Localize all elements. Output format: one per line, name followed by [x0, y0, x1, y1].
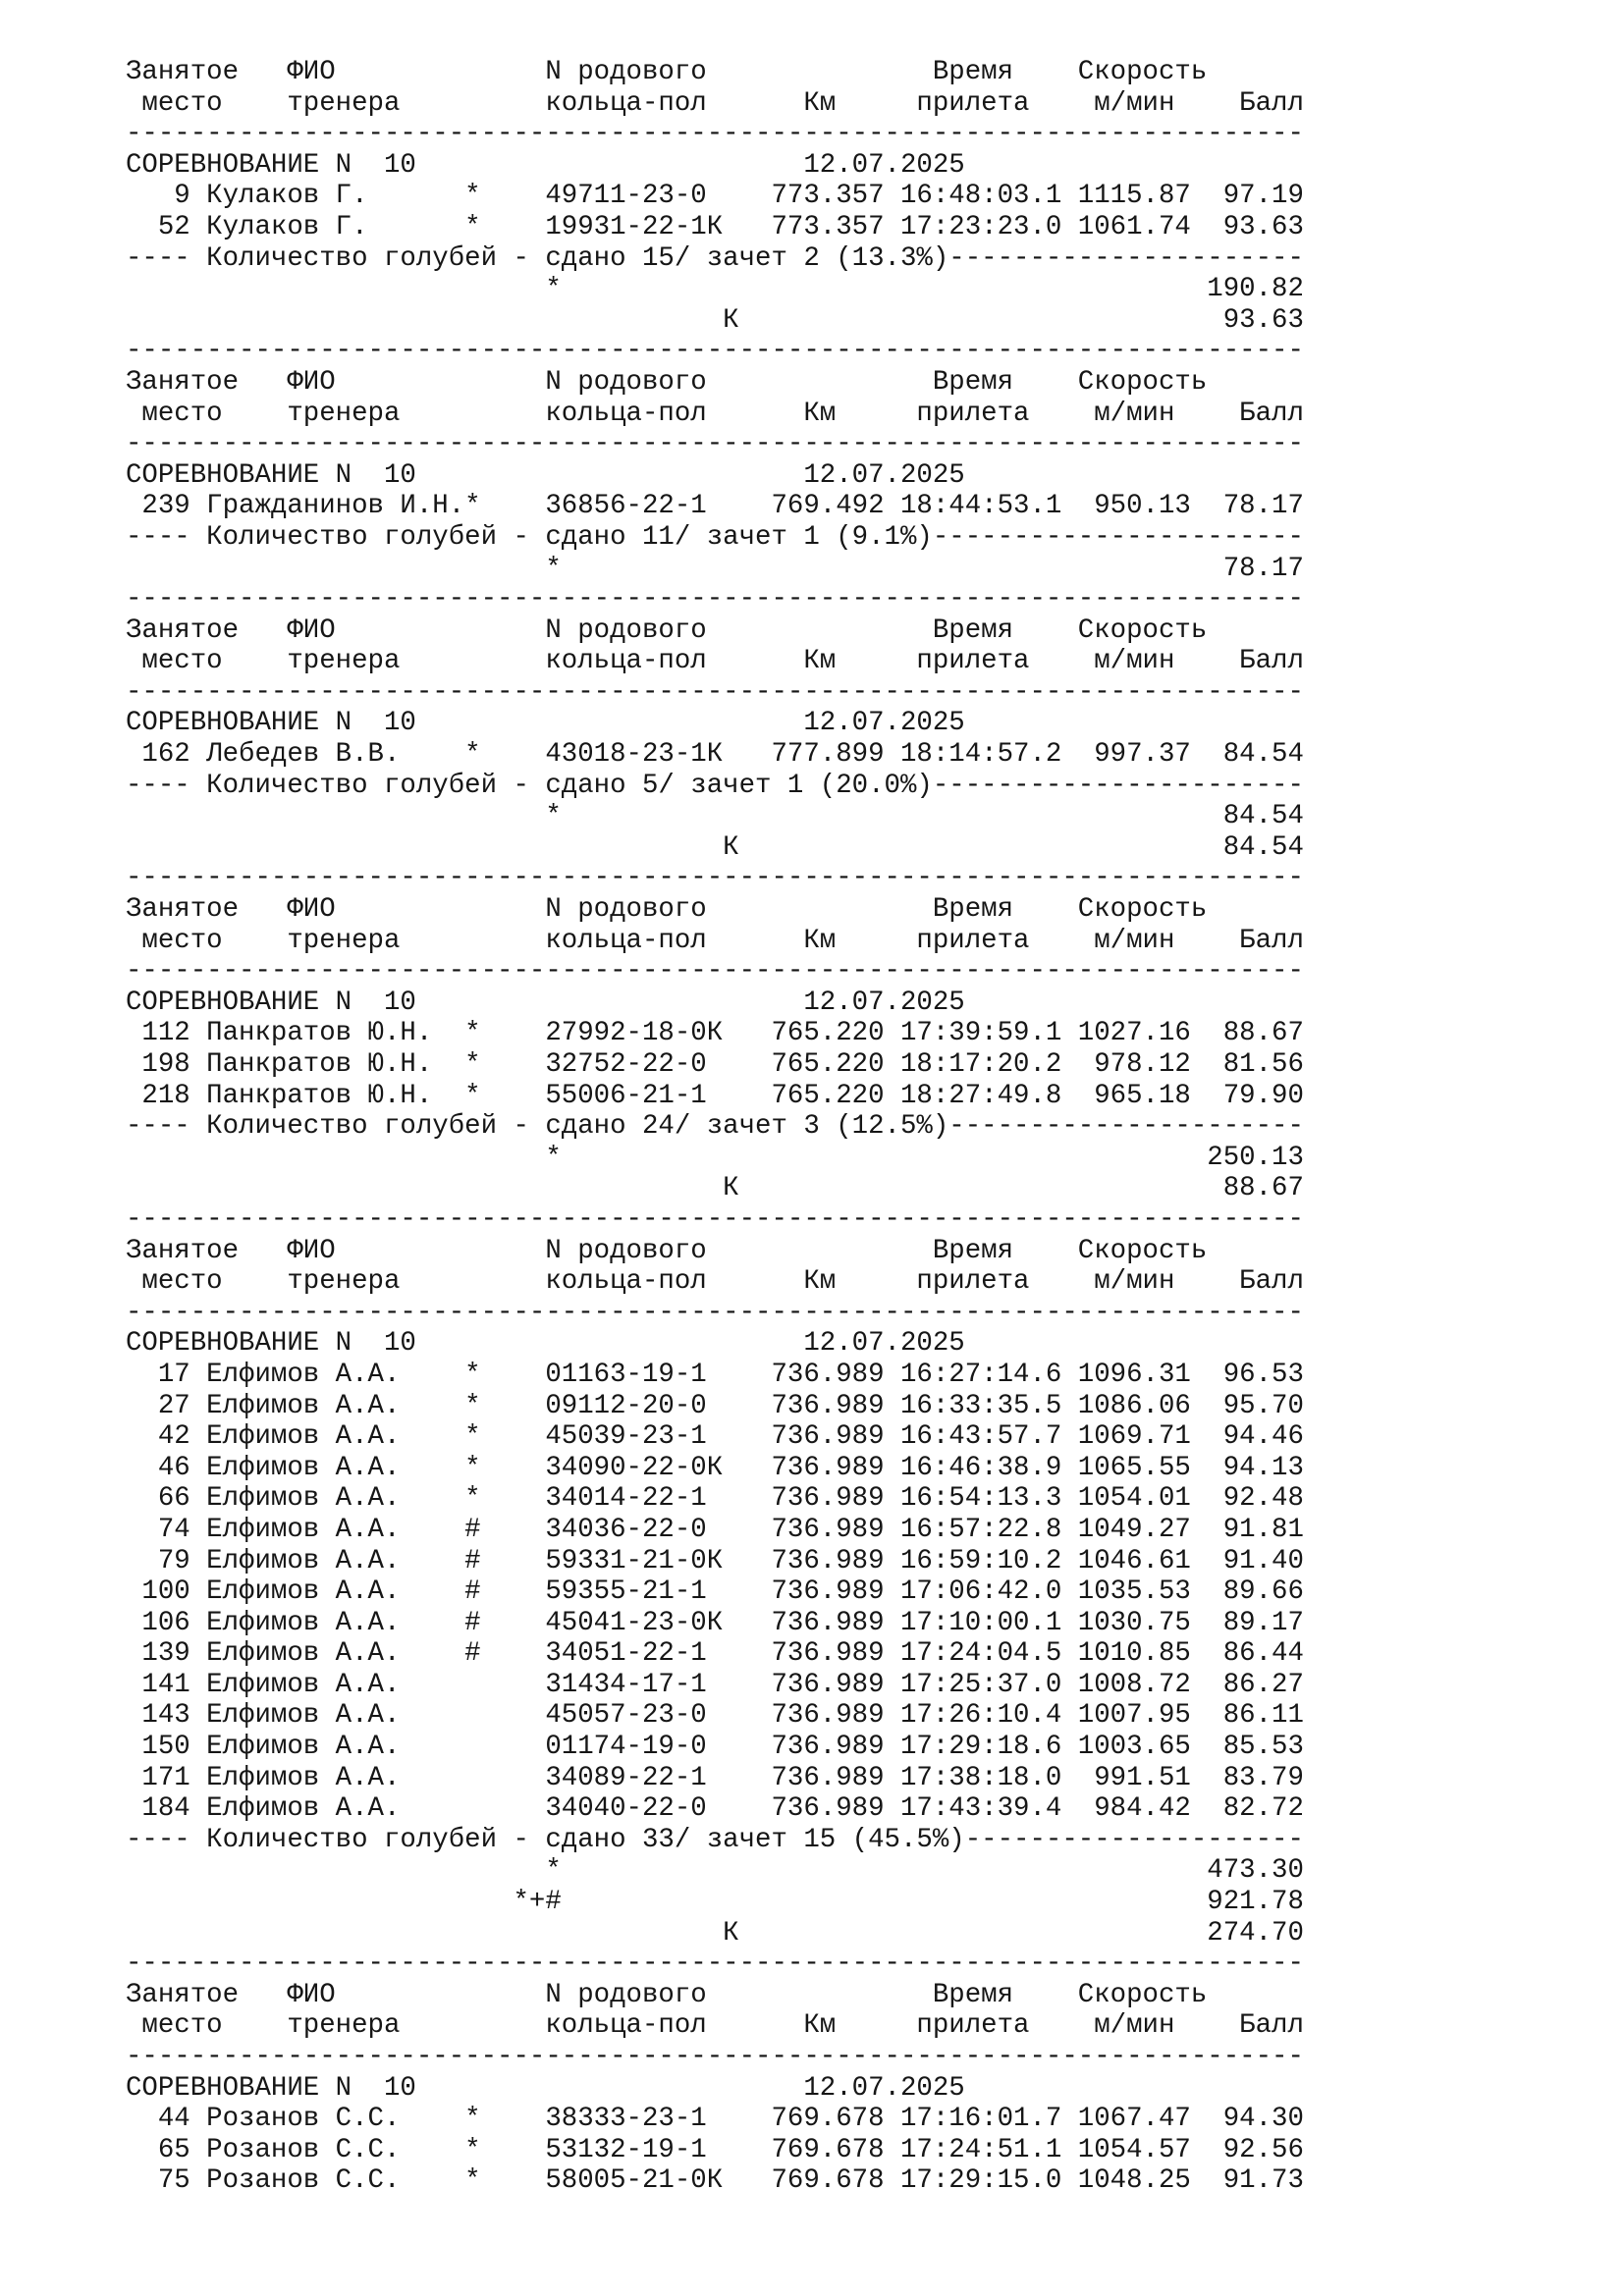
table-header-line2: место тренера кольца-пол Км прилета м/мин Балл [126, 398, 1304, 429]
competition-title-line: СОРЕВНОВАНИЕ N 10 12.07.2025 [126, 987, 965, 1018]
table-header-line1: Занятое ФИО N родового Время Скорость [126, 366, 1208, 398]
separator-line: ------------------------------------------------------------------------- [126, 2042, 1304, 2072]
result-row: 65 Розанов С.С. * 53132-19-1 769.678 17:24:51.1 1054.57 92.56 [126, 2134, 1304, 2165]
result-row: 42 Елфимов А.А. * 45039-23-1 736.989 16:43:57.7 1069.71 94.46 [126, 1421, 1304, 1453]
result-row: 66 Елфимов А.А. * 34014-22-1 736.989 16:54:13.3 1054.01 92.48 [126, 1483, 1304, 1515]
total-line: * 190.82 [126, 274, 1304, 305]
separator-line: ------------------------------------------------------------------------- [126, 584, 1304, 615]
result-row: 198 Панкратов Ю.Н. * 32752-22-0 765.220 18:17:20.2 978.12 81.56 [126, 1049, 1304, 1080]
result-row: 79 Елфимов А.А. # 59331-21-0К 736.989 16:59:10.2 1046.61 91.40 [126, 1545, 1304, 1576]
total-line: К 274.70 [126, 1917, 1304, 1949]
result-row: 9 Кулаков Г. * 49711-23-0 773.357 16:48:03.1 1115.87 97.19 [126, 181, 1304, 212]
result-row: 46 Елфимов А.А. * 34090-22-0К 736.989 16:46:38.9 1065.55 94.13 [126, 1452, 1304, 1483]
competition-title-line: СОРЕВНОВАНИЕ N 10 12.07.2025 [126, 1328, 965, 1360]
summary-line: ---- Количество голубей - сдано 11/ зачет 1 (9.1%)----------------------- [126, 521, 1304, 553]
result-row: 218 Панкратов Ю.Н. * 55006-21-1 765.220 18:27:49.8 965.18 79.90 [126, 1080, 1304, 1111]
result-row: 143 Елфимов А.А. 45057-23-0 736.989 17:26:10.4 1007.95 86.11 [126, 1700, 1304, 1732]
result-row: 162 Лебедев В.В. * 43018-23-1К 777.899 18:14:57.2 997.37 84.54 [126, 739, 1304, 771]
table-header-line1: Занятое ФИО N родового Время Скорость [126, 614, 1208, 646]
result-row: 112 Панкратов Ю.Н. * 27992-18-0К 765.220 17:39:59.1 1027.16 88.67 [126, 1018, 1304, 1049]
result-row: 141 Елфимов А.А. 31434-17-1 736.989 17:25:37.0 1008.72 86.27 [126, 1669, 1304, 1700]
result-row: 17 Елфимов А.А. * 01163-19-1 736.989 16:27:14.6 1096.31 96.53 [126, 1359, 1304, 1390]
total-line: К 84.54 [126, 831, 1304, 863]
table-header-line1: Занятое ФИО N родового Время Скорость [126, 1979, 1208, 2010]
total-line: * 84.54 [126, 801, 1304, 832]
competition-title-line: СОРЕВНОВАНИЕ N 10 12.07.2025 [126, 2072, 965, 2104]
total-line: * 78.17 [126, 553, 1304, 584]
summary-line: ---- Количество голубей - сдано 5/ зачет 1 (20.0%)----------------------- [126, 770, 1304, 801]
table-header-line1: Занятое ФИО N родового Время Скорость [126, 1235, 1208, 1266]
total-line: *+# 921.78 [126, 1887, 1304, 1918]
separator-line: ------------------------------------------------------------------------- [126, 676, 1304, 708]
separator-line: ------------------------------------------------------------------------- [126, 336, 1304, 367]
table-header-line2: место тренера кольца-пол Км прилета м/мин Балл [126, 2010, 1304, 2042]
table-header-line2: место тренера кольца-пол Км прилета м/мин Балл [126, 1266, 1304, 1298]
result-row: 150 Елфимов А.А. 01174-19-0 736.989 17:29:18.6 1003.65 85.53 [126, 1732, 1304, 1763]
result-row: 27 Елфимов А.А. * 09112-20-0 736.989 16:33:35.5 1086.06 95.70 [126, 1390, 1304, 1421]
result-row: 106 Елфимов А.А. # 45041-23-0К 736.989 17:10:00.1 1030.75 89.17 [126, 1607, 1304, 1638]
total-line: * 250.13 [126, 1142, 1304, 1173]
summary-line: ---- Количество голубей - сдано 24/ зачет 3 (12.5%)---------------------- [126, 1111, 1304, 1143]
separator-line: ------------------------------------------------------------------------- [126, 1203, 1304, 1235]
result-row: 74 Елфимов А.А. # 34036-22-0 736.989 16:57:22.8 1049.27 91.81 [126, 1514, 1304, 1545]
total-line: К 93.63 [126, 304, 1304, 336]
result-row: 100 Елфимов А.А. # 59355-21-1 736.989 17:06:42.0 1035.53 89.66 [126, 1576, 1304, 1608]
competition-title-line: СОРЕВНОВАНИЕ N 10 12.07.2025 [126, 149, 965, 181]
separator-line: ------------------------------------------------------------------------- [126, 429, 1304, 460]
separator-line: ------------------------------------------------------------------------- [126, 863, 1304, 894]
result-row: 75 Розанов С.С. * 58005-21-0К 769.678 17:29:15.0 1048.25 91.73 [126, 2165, 1304, 2197]
separator-line: ------------------------------------------------------------------------- [126, 1949, 1304, 1980]
result-row: 239 Гражданинов И.Н.* 36856-22-1 769.492 18:44:53.1 950.13 78.17 [126, 491, 1304, 522]
summary-line: ---- Количество голубей - сдано 33/ зачет 15 (45.5%)--------------------- [126, 1824, 1304, 1855]
total-line: К 88.67 [126, 1173, 1304, 1204]
competition-title-line: СОРЕВНОВАНИЕ N 10 12.07.2025 [126, 708, 965, 739]
separator-line: ------------------------------------------------------------------------- [126, 956, 1304, 988]
separator-line: ------------------------------------------------------------------------- [126, 119, 1304, 150]
total-line: * 473.30 [126, 1855, 1304, 1887]
table-header-line2: место тренера кольца-пол Км прилета м/мин Балл [126, 87, 1304, 119]
result-row: 44 Розанов С.С. * 38333-23-1 769.678 17:16:01.7 1067.47 94.30 [126, 2104, 1304, 2135]
table-header-line2: место тренера кольца-пол Км прилета м/мин Балл [126, 925, 1304, 956]
summary-line: ---- Количество голубей - сдано 15/ зачет 2 (13.3%)---------------------- [126, 242, 1304, 274]
table-header-line2: место тренера кольца-пол Км прилета м/мин Балл [126, 646, 1304, 677]
competition-title-line: СОРЕВНОВАНИЕ N 10 12.07.2025 [126, 459, 965, 491]
table-header-line1: Занятое ФИО N родового Время Скорость [126, 894, 1208, 926]
result-row: 184 Елфимов А.А. 34040-22-0 736.989 17:43:39.4 984.42 82.72 [126, 1793, 1304, 1825]
result-row: 139 Елфимов А.А. # 34051-22-1 736.989 17:24:04.5 1010.85 86.44 [126, 1638, 1304, 1670]
results-report [126, 57, 1304, 2197]
table-header-line1: Занятое ФИО N родового Время Скорость [126, 57, 1208, 87]
result-row: 52 Кулаков Г. * 19931-22-1К 773.357 17:23:23.0 1061.74 93.63 [126, 211, 1304, 242]
separator-line: ------------------------------------------------------------------------- [126, 1297, 1304, 1328]
result-row: 171 Елфимов А.А. 34089-22-1 736.989 17:38:18.0 991.51 83.79 [126, 1762, 1304, 1793]
